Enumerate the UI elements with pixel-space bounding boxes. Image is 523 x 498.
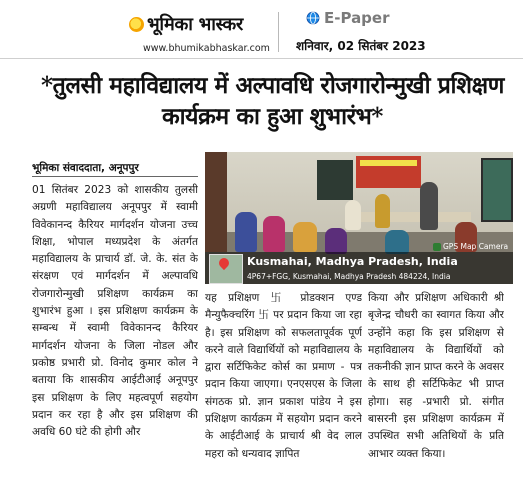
camera-app-icon <box>433 243 441 251</box>
photo-location: Kusmahai, Madhya Pradesh, India <box>247 255 458 268</box>
website-url[interactable]: www.bhumikabhaskar.com <box>143 43 270 54</box>
masthead-divider <box>278 12 279 52</box>
epaper-label: E-Paper <box>324 9 390 27</box>
photo-window <box>481 158 513 222</box>
photo-person <box>385 230 409 254</box>
article-photo <box>205 152 513 284</box>
photo-banner-stripe <box>360 160 417 166</box>
photo-person <box>420 182 438 230</box>
photo-door <box>205 152 227 252</box>
globe-icon <box>306 11 320 25</box>
article-column-2: यह प्रशिक्षण 卐 प्रोडक्शन एण्ड मैन्युफैक्चरिंग 卐 पर प्रदान किया जा रहा है। इस प्रशिक्षण को सफलतापूर्वक पूर्ण करने वाले विद्यार्थियों को महाविद्यालय के द्वारा सर्टिफिकेट कोर्स का प्रमाण - पत्र प्रदान किया जाएगा। एनएसएस के जिला संगठक प्रो. ज्ञान प्रकाश पांडेय ने इस प्रशिक्षण कार्यक्रम में सहयोग प्रदान करने के आईटीआई के प्राचार्य श्री वेद लाल महरा को धन्यवाद ज्ञापित <box>205 292 362 460</box>
photo-coordinates: 4P67+FGG, Kusmahai, Madhya Pradesh 484224, India <box>247 272 451 281</box>
photo-table <box>353 212 471 222</box>
gps-camera-label: GPS Map Camera <box>443 242 509 251</box>
byline-rule <box>32 176 198 177</box>
photo-person <box>263 216 285 252</box>
masthead <box>0 0 523 58</box>
edition-date: शनिवार, 02 सितंबर 2023 <box>296 39 426 53</box>
photo-person <box>293 222 317 252</box>
article-byline: भूमिका संवाददाता, अनूपपुर <box>32 162 139 174</box>
photo-person <box>235 212 257 252</box>
article-column-3: किया और प्रशिक्षण अधिकारी श्री बृजेन्द्र चौधरी का स्वागत किया और उन्होंने कहा कि इस प्रशिक्षण से महाविद्यालय के विद्यार्थियों को तकनीकी ज्ञान प्राप्त करने के अवसर के साथ ही सर्टिफिकेट भी प्राप्त होगा। सह -प्रभारी प्रो. संगीत बासरनी इस प्रशिक्षण कार्यक्रम में उपस्थित सभी अतिथियों के प्रति आभार व्यक्त किया। <box>368 292 504 460</box>
article-headline: *तुलसी महाविद्यालय में अल्पावधि रोजगारोन्मुखी प्रशिक्षण कार्यक्रम का हुआ शुभारंभ* <box>41 72 504 130</box>
photo-person <box>325 228 347 254</box>
photo-person <box>375 194 390 228</box>
sun-icon <box>129 17 144 32</box>
newspaper-logo[interactable]: भूमिका भास्कर <box>147 14 243 35</box>
photo-blackboard <box>317 160 353 200</box>
masthead-rule <box>0 58 523 59</box>
photo-person <box>345 200 361 230</box>
article-column-1: 01 सितंबर 2023 को शासकीय तुलसी अग्रणी महाविद्यालय अनूपपुर में स्वामी विवेकानन्द कैरियर मार्गदर्शन योजना उच्च शिक्षा, भोपाल मध्यप्रदेश के अंतर्गत महाविद्यालय के प्राचार्य डॉ. जे. के. संत के संरक्षण एवं मार्गदर्शन में अल्पावधि रोजगारोन्मुखी प्रशिक्षण कार्यक्रम का शुभारंभ हुआ । इस प्रशिक्षण कार्यक्रम के सम्बन्ध में स्वामी विवेकानन्द कैरियर मार्गदर्शन योजना के जिला नोडल और प्रकोष्ठ प्रभारी प्रो. विनोद कुमार कोल ने बताया कि शासकीय आईटीआई अनूपपुर इस प्रशिक्षण के लिए महत्वपूर्ण सहयोग प्रदान कर रहा है और इस प्रशिक्षण की अवधि 60 घंटे की होगी और <box>32 184 198 439</box>
